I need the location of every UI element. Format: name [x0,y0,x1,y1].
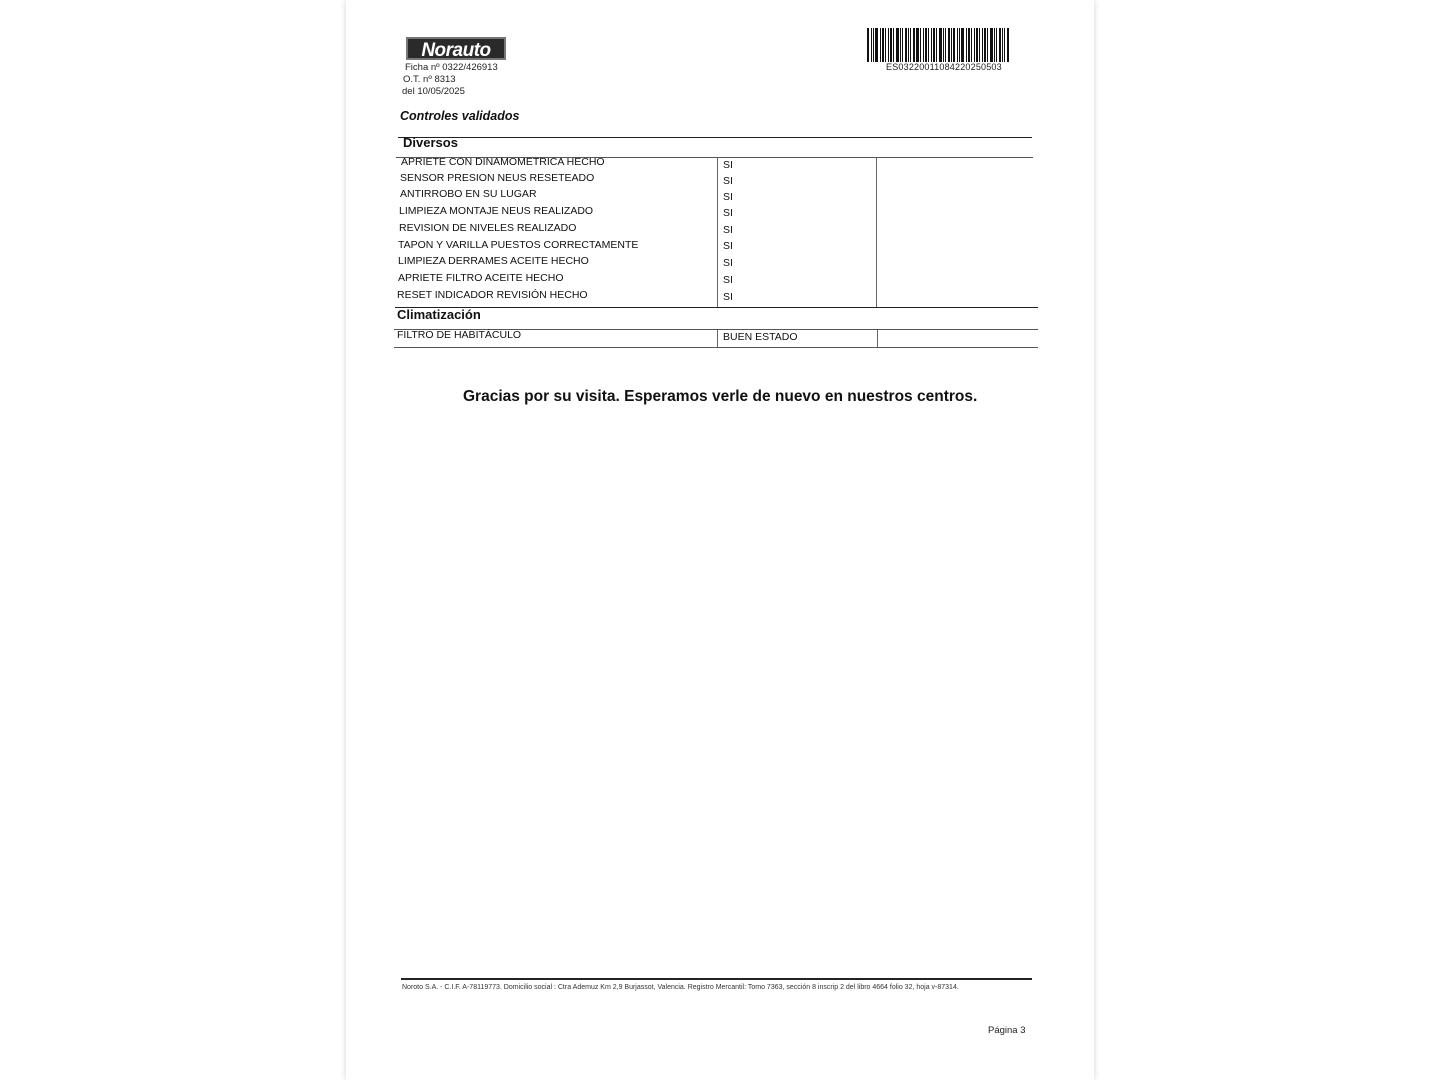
barcode-bar [873,28,874,62]
barcode-bar [945,28,946,62]
check-item: ANTIRROBO EN SU LUGAR [400,188,537,200]
check-value: BUEN ESTADO [723,331,798,343]
divider [394,347,1038,348]
check-value: SI [723,224,733,236]
barcode-bar [987,28,988,62]
group-label-climatizacion: Climatización [397,307,481,322]
barcode-bar [880,28,881,62]
barcode-bar [982,28,983,62]
barcode-bar [990,28,993,62]
background-right [1090,0,1440,1080]
document-date: del 10/05/2025 [402,86,465,97]
check-item: LIMPIEZA DERRAMES ACEITE HECHO [398,255,589,267]
check-value: SI [723,291,733,303]
barcode-bar [888,28,889,62]
barcode-bar [916,28,919,62]
barcode-bar [974,28,975,62]
barcode-bar [971,28,972,62]
check-value: SI [723,240,733,252]
barcode-bar [948,28,950,62]
barcode-bar [928,28,929,62]
group-label-diversos: Diversos [403,135,458,150]
barcode-bar [920,28,921,62]
check-item: REVISION DE NIVELES REALIZADO [399,222,577,234]
check-item: FILTRO DE HABITÁCULO [397,329,522,341]
barcode-bar [867,28,869,62]
barcode-bar [966,28,967,62]
barcode-bar [979,28,980,62]
ot-number: O.T. nº 8313 [403,74,456,85]
background-left [0,0,350,1080]
barcode-bar [959,28,960,62]
document-meta [402,62,498,98]
barcode-bar [905,28,907,62]
barcode-bar [910,28,911,62]
barcode-bar [953,28,955,62]
norauto-logo: Norauto [406,37,506,60]
barcode-bar [896,28,899,62]
barcode-bar [882,28,884,62]
barcode-bar [875,28,878,62]
barcode-bar [1007,28,1009,62]
check-item: SENSOR PRESION NEUS RESETEADO [400,172,595,184]
check-value: SI [723,207,733,219]
barcode-bar [1002,28,1003,62]
barcode-bar [976,28,978,62]
check-item: RESET INDICADOR REVISIÓN HECHO [397,289,588,301]
ficha-number: Ficha nº 0322/426913 [405,62,498,73]
barcode-number: ES03220011084220250503 [886,62,1002,72]
barcode-bar [923,28,924,62]
footer-divider [401,978,1032,980]
divider [398,137,1032,138]
divider [395,307,1038,308]
barcode-bar [961,28,964,62]
barcode-bar [885,28,886,62]
barcode-bar [994,28,995,62]
check-item: TAPON Y VARILLA PUESTOS CORRECTAMENTE [398,239,639,251]
column-divider [876,158,877,308]
barcode-bar [939,28,942,62]
barcode-bar [943,28,944,62]
check-value: SI [723,257,733,269]
barcode-bar [908,28,909,62]
barcode-bar [1004,28,1005,62]
barcode-bar [893,28,894,62]
check-item: LIMPIEZA MONTAJE NEUS REALIZADO [399,205,594,217]
barcode [867,28,1025,62]
barcode-bar [999,28,1001,62]
barcode-bar [968,28,970,62]
page-number: Página 3 [988,1025,1026,1036]
barcode-bar [900,28,901,62]
check-value: SI [723,175,733,187]
check-value: SI [723,274,733,286]
column-divider [877,330,878,348]
footer-legal-text: Noroto S.A. - C.I.F. A-78119773. Domicilio social : Ctra Ademuz Km 2,9 Burjassot, Valencia. Registro Mercantil: Tomo 7363, sección 8 inscrip 2 del libro 4664 folio 32, hoja v-87314. [402,984,959,991]
section-title: Controles validados [400,109,520,123]
barcode-bar [933,28,935,62]
barcode-bar [913,28,915,62]
check-item: APRIETE FILTRO ACEITE HECHO [398,272,564,284]
barcode-bar [931,28,932,62]
check-value: SI [723,159,733,171]
check-value: SI [723,191,733,203]
barcode-bar [925,28,927,62]
thanks-message: Gracias por su visita. Esperamos verle de nuevo en nuestros centros. [463,388,978,405]
barcode-bar [890,28,892,62]
barcode-bar [951,28,952,62]
barcode-bar [996,28,997,62]
barcode-bar [936,28,937,62]
barcode-bar [902,28,903,62]
barcode-bar [984,28,986,62]
column-divider [717,158,718,308]
check-item: APRIETE CON DINAMOMETRICA HECHO [401,156,605,168]
barcode-bar [871,28,872,62]
column-divider [717,330,718,348]
barcode-bar [957,28,958,62]
